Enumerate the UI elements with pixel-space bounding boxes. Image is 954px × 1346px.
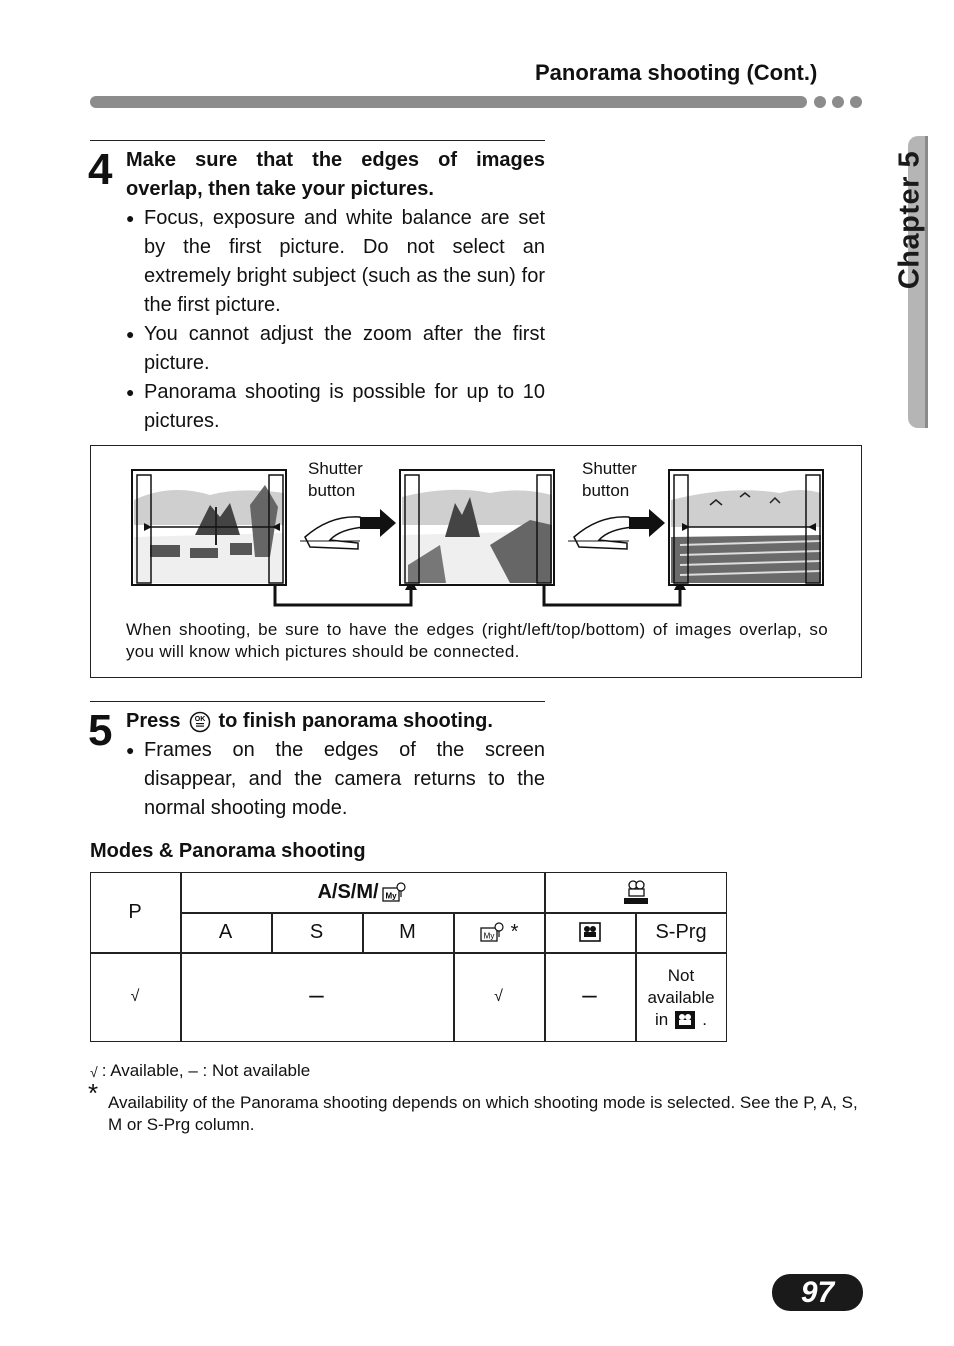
legend-check: √ xyxy=(90,1064,98,1080)
bullet-dot-icon: ● xyxy=(126,384,135,400)
val-sprg-in: in xyxy=(655,1010,669,1029)
connector-line xyxy=(544,584,680,605)
bullet-text: You cannot adjust the zoom after the first picture. xyxy=(144,323,545,374)
val-sprg-line1: Not xyxy=(667,966,695,985)
sub-my xyxy=(453,912,544,952)
modes-table-title: Modes & Panorama shooting xyxy=(90,840,366,862)
sub-sprg: S-Prg xyxy=(655,920,707,943)
bullet-dot-icon: ● xyxy=(126,210,135,226)
bullet-text: Panorama shooting is possible for up to 10 pictures. xyxy=(144,381,545,432)
header-dot xyxy=(850,96,862,108)
shutter-label-2-line1: Shutter xyxy=(582,459,637,478)
shutter-hand-icon xyxy=(300,517,365,549)
step4-bullets xyxy=(126,204,545,436)
shutter-label-1 xyxy=(308,458,363,502)
scene-mode-icon xyxy=(674,1010,696,1030)
my-mode-icon xyxy=(381,881,407,903)
col-asm-header xyxy=(180,872,544,912)
bullet-item xyxy=(126,378,545,436)
step5-rule xyxy=(90,701,545,702)
bullet-text: Frames on the edges of the screen disappear, and the camera returns to the normal shooting mode. xyxy=(144,739,545,819)
next-arrow-icon xyxy=(360,509,396,537)
svg-text:OK: OK xyxy=(194,715,205,723)
bullet-dot-icon: ● xyxy=(126,742,135,758)
header-dot xyxy=(814,96,826,108)
page-number: 97 xyxy=(800,1276,835,1309)
bullet-item xyxy=(126,736,545,823)
step5-number: 5 xyxy=(88,706,113,755)
chapter-label xyxy=(892,140,928,300)
col-scene-header xyxy=(544,872,727,912)
bullet-dot-icon: ● xyxy=(126,326,135,342)
connector-line xyxy=(275,584,411,605)
shutter-hand-icon xyxy=(568,517,634,549)
shutter-label-1-line2: button xyxy=(308,481,356,500)
svg-text:My: My xyxy=(385,891,397,901)
step4-rule xyxy=(90,140,545,141)
col-asm-header-text: A/S/M/ xyxy=(317,880,379,903)
step5-heading-before: Press xyxy=(126,710,181,732)
next-arrow-icon xyxy=(629,509,665,537)
step5-bullets xyxy=(126,736,545,823)
step4-heading xyxy=(126,146,545,204)
ok-button-icon xyxy=(189,711,211,733)
footnote-text: Availability of the Panorama shooting depends on which shooting mode is selected. See the P, A, S, M or S-Prg column. xyxy=(108,1093,858,1134)
photo-frame-1 xyxy=(132,470,286,585)
val-sprg-line2: available xyxy=(647,988,715,1007)
scene-mode-icon xyxy=(578,921,602,943)
svg-text:My: My xyxy=(483,931,494,941)
bullet-item xyxy=(126,320,545,378)
legend-text: : Available, – : Not available xyxy=(101,1061,311,1080)
header-dot xyxy=(832,96,844,108)
shutter-label-2 xyxy=(582,458,637,502)
val-my: √ xyxy=(494,988,503,1005)
my-mode-icon xyxy=(479,921,505,943)
val-sprg-period: . xyxy=(702,1010,707,1029)
shutter-label-1-line1: Shutter xyxy=(308,459,363,478)
step4-heading-line1: Make sure that the edges of images xyxy=(126,149,545,171)
footnote-asterisk: * xyxy=(88,1078,99,1108)
header-bar xyxy=(90,96,807,108)
figure-caption: When shooting, be sure to have the edges (right/left/top/bottom) of images overlap, so you will know which pictures should be connected. xyxy=(126,620,828,661)
bullet-text: Focus, exposure and white balance are set by the first picture. Do not select an extremely bright subject (such as the sun) for the first picture. xyxy=(144,207,545,316)
photo-frame-2 xyxy=(400,470,554,585)
panorama-illustration xyxy=(90,445,862,620)
val-scene: – xyxy=(582,979,597,1009)
step4-number: 4 xyxy=(88,145,113,194)
bullet-item xyxy=(126,204,545,320)
sub-m: M xyxy=(399,920,416,943)
col-p-header: P xyxy=(128,900,142,923)
scene-sprg-icon xyxy=(621,879,651,905)
step5-heading xyxy=(126,707,566,736)
step4-heading-line2: overlap, then take your pictures. xyxy=(126,178,434,200)
sub-s: S xyxy=(309,920,324,943)
section-title: Panorama shooting (Cont.) xyxy=(535,60,818,85)
sub-a: A xyxy=(218,920,233,943)
val-p: √ xyxy=(130,988,140,1005)
step5-heading-after: to finish panorama shooting. xyxy=(218,710,493,732)
legend-note xyxy=(90,1060,310,1084)
val-sprg-line3 xyxy=(655,1009,707,1031)
shutter-label-2-line2: button xyxy=(582,481,630,500)
val-asm: – xyxy=(309,979,324,1009)
sub-my-asterisk: * xyxy=(510,920,519,943)
sub-scene xyxy=(544,912,635,952)
chapter-label-text: Chapter 5 xyxy=(893,150,926,290)
photo-frame-3 xyxy=(669,470,823,585)
val-sprg xyxy=(635,960,727,1036)
